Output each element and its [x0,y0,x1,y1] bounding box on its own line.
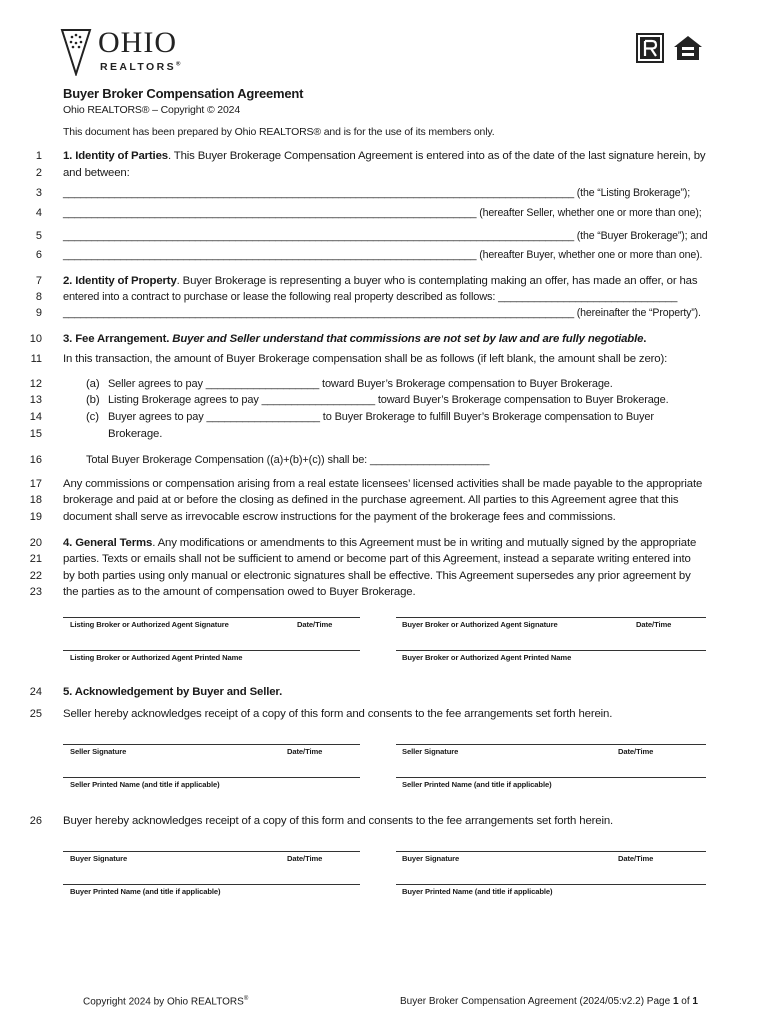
footer-form-text: Buyer Broker Compensation Agreement (2024/05:v2.2) Page [400,996,673,1007]
header-copyright: Ohio REALTORS® – Copyright © 2024 [63,104,241,116]
line-number: 16 [29,454,42,466]
listing-broker-name-line[interactable] [63,650,360,651]
s3-line18: brokerage and paid at or before the closing as defined in the purchase agreement. All parties to this Agreement agree that this [63,494,679,506]
total-compensation-field[interactable]: Total Buyer Brokerage Compensation ((a)+(b)+(c)) shall be: ____________________ [86,454,490,466]
line-number: 24 [29,686,42,698]
s2-line7 [63,274,697,288]
seller-name-label: Seller Printed Name (and title if applicable) [70,780,220,789]
line-number: 18 [29,494,42,506]
s3-line19: document shall serve as irrevocable escrow instructions for the payment of the brokerage fees and commissions. [63,511,616,523]
buyer-name-label: Buyer Printed Name (and title if applicable) [70,887,221,896]
seller-name-line[interactable] [63,777,360,778]
footer-copyright-mark: ® [243,996,249,1002]
s3-line17: Any commissions or compensation arising from a real estate licensees’ licensed activities shall be made payable to the appropriate [63,478,703,490]
s3-item-b-mark: (b) [86,394,100,406]
line-number: 26 [29,815,42,827]
s3-item-c-cont: Brokerage. [108,428,163,440]
seller2-name-line[interactable] [396,777,706,778]
s1-line2: and between: [63,167,130,179]
line-number: 12 [29,378,42,390]
footer-form [400,996,698,1007]
buyer-broker-name-label: Buyer Broker or Authorized Agent Printed Name [402,653,572,662]
buyer-broker-date-label: Date/Time [636,620,672,629]
buyer2-date-label: Date/Time [618,854,654,863]
footer-copyright [83,996,248,1007]
s4-line20 [63,536,696,550]
buyer-date-label: Date/Time [287,854,323,863]
seller-signature-line[interactable] [63,744,360,745]
s2-line7-text: . Buyer Brokerage is representing a buyer who is contemplating making an offer, has made an offer, or has [176,275,698,287]
line-number: 1 [35,150,42,162]
seller2-signature-label: Seller Signature [402,747,459,756]
footer-total: 1 [692,996,698,1007]
s3-line11: In this transaction, the amount of Buyer Brokerage compensation shall be as follows (if left blank, the amount shall be zero): [63,353,668,365]
property-field-line8[interactable]: entered into a contract to purchase or lease the following real property described as follows: ______________________________ [63,291,678,303]
buyer-pays-field[interactable]: Buyer agrees to pay ___________________ to Buyer Brokerage to fulfill Buyer’s Brokerage compensation to Buyer [108,411,654,423]
header-prepared: This document has been prepared by Ohio REALTORS® and is for the use of its members only. [63,126,495,138]
s5-buyer-ack: Buyer hereby acknowledges receipt of a copy of this form and consents to the fee arrangements set forth herein. [63,815,614,827]
line-number: 6 [35,249,42,261]
s4-line21: parties. Texts or emails shall not be sufficient to amend or become part of this Agreement, instead a separate writing entered into [63,553,691,565]
line-number: 8 [35,291,42,303]
seller-pays-field[interactable]: Seller agrees to pay ___________________ toward Buyer’s Brokerage compensation to Buyer Brokerage. [108,378,613,390]
buyer-field[interactable]: ________________________________________________________________________ (hereafter Buyer, whether one or more than one). [63,249,703,261]
buyer-broker-signature-line[interactable] [396,617,706,618]
s5-seller-ack: Seller hereby acknowledges receipt of a copy of this form and consents to the fee arrangements set forth herein. [63,708,613,720]
line-number: 10 [29,333,42,345]
s3-heading: 3. Fee Arrangement [63,333,167,345]
footer-copyright-text: Copyright 2024 by Ohio REALTORS [83,996,244,1008]
buyer2-name-line[interactable] [396,884,706,885]
s3-line10: 3. Fee Arrangement. Buyer and Seller understand that commissions are not set by law and are fully negotiable. [63,333,647,345]
listing-broker-date-label: Date/Time [297,620,333,629]
seller2-date-label: Date/Time [618,747,654,756]
line-number: 14 [29,411,42,423]
seller-field[interactable]: ________________________________________________________________________ (hereafter Seller, whether one or more than one); [63,207,702,219]
seller-date-label: Date/Time [287,747,323,756]
property-field-line9[interactable]: _________________________________________________________________________________________ (hereinafter the “Property”). [63,307,701,319]
s1-heading: 1. Identity of Parties [63,150,168,162]
line-number: 5 [35,230,42,242]
logo-sub-text: REALTORS [100,61,176,73]
seller2-signature-line[interactable] [396,744,706,745]
footer-page: 1 [672,996,679,1007]
buyer2-signature-label: Buyer Signature [402,854,460,863]
line-number: 3 [35,187,42,199]
s2-heading: 2. Identity of Property [63,275,177,287]
line-number: 2 [35,167,42,179]
s1-line1-text: . This Buyer Brokerage Compensation Agreement is entered into as of the date of the last signature herein, by [167,150,706,162]
s4-line23: the parties as to the amount of compensation owed to Buyer Brokerage. [63,586,416,598]
line-number: 23 [29,586,42,598]
document-title: Buyer Broker Compensation Agreement [63,86,304,101]
listing-broker-signature-label: Listing Broker or Authorized Agent Signature [70,620,229,629]
listing-brokerage-field[interactable]: _________________________________________________________________________________________ (the “Listing Brokerage”); [63,187,691,199]
logo-word: OHIO [98,26,177,59]
buyer-brokerage-field[interactable]: _________________________________________________________________________________________ (the “Buyer Brokerage”); and [63,230,708,242]
s4-line20-text: . Any modifications or amendments to this Agreement must be in writing and mutually signed by the appropriate [152,537,697,549]
s1-line1 [63,149,705,163]
buyer-signature-line[interactable] [63,851,360,852]
s3-item-c-mark: (c) [86,411,99,423]
line-number: 25 [29,708,42,720]
line-number: 17 [29,478,42,490]
line-number: 15 [29,428,42,440]
line-number: 19 [29,511,42,523]
buyer2-name-label: Buyer Printed Name (and title if applicable) [402,887,553,896]
line-number: 22 [29,570,42,582]
line-number: 13 [29,394,42,406]
s4-heading: 4. General Terms [63,537,153,549]
listing-brokerage-pays-field[interactable]: Listing Brokerage agrees to pay ___________________ toward Buyer’s Brokerage compensation to Buyer Brokerage. [108,394,669,406]
line-number: 21 [29,553,42,565]
buyer-broker-name-line[interactable] [396,650,706,651]
line-number: 11 [30,353,42,365]
seller-signature-label: Seller Signature [70,747,127,756]
realtor-r-icon [636,33,664,63]
buyer-signature-label: Buyer Signature [70,854,128,863]
line-number: 7 [35,275,42,287]
buyer-broker-signature-label: Buyer Broker or Authorized Agent Signature [402,620,558,629]
s4-line22: by both parties using only manual or electronic signatures shall be effective. This Agreement supersedes any prior agreement by [63,570,691,582]
line-number: 20 [29,537,42,549]
s5-heading: 5. Acknowledgement by Buyer and Seller. [63,686,283,698]
listing-broker-name-label: Listing Broker or Authorized Agent Printed Name [70,653,243,662]
ohio-realtors-logo [58,28,208,78]
s3-item-a-mark: (a) [86,378,100,390]
line-number: 4 [35,207,42,219]
equal-housing-icon [670,33,706,63]
footer-of: of [678,996,693,1007]
s3-emphasis: Buyer and Seller understand that commissions are not set by law and are fully negotiable [169,333,644,345]
logo-sub-mark: ® [175,61,183,68]
line-number: 9 [35,307,42,319]
shield-mark-icon [60,28,92,76]
buyer2-signature-line[interactable] [396,851,706,852]
seller2-name-label: Seller Printed Name (and title if applicable) [402,780,552,789]
listing-broker-signature-line[interactable] [63,617,360,618]
buyer-name-line[interactable] [63,884,360,885]
logo-sub [100,61,183,73]
